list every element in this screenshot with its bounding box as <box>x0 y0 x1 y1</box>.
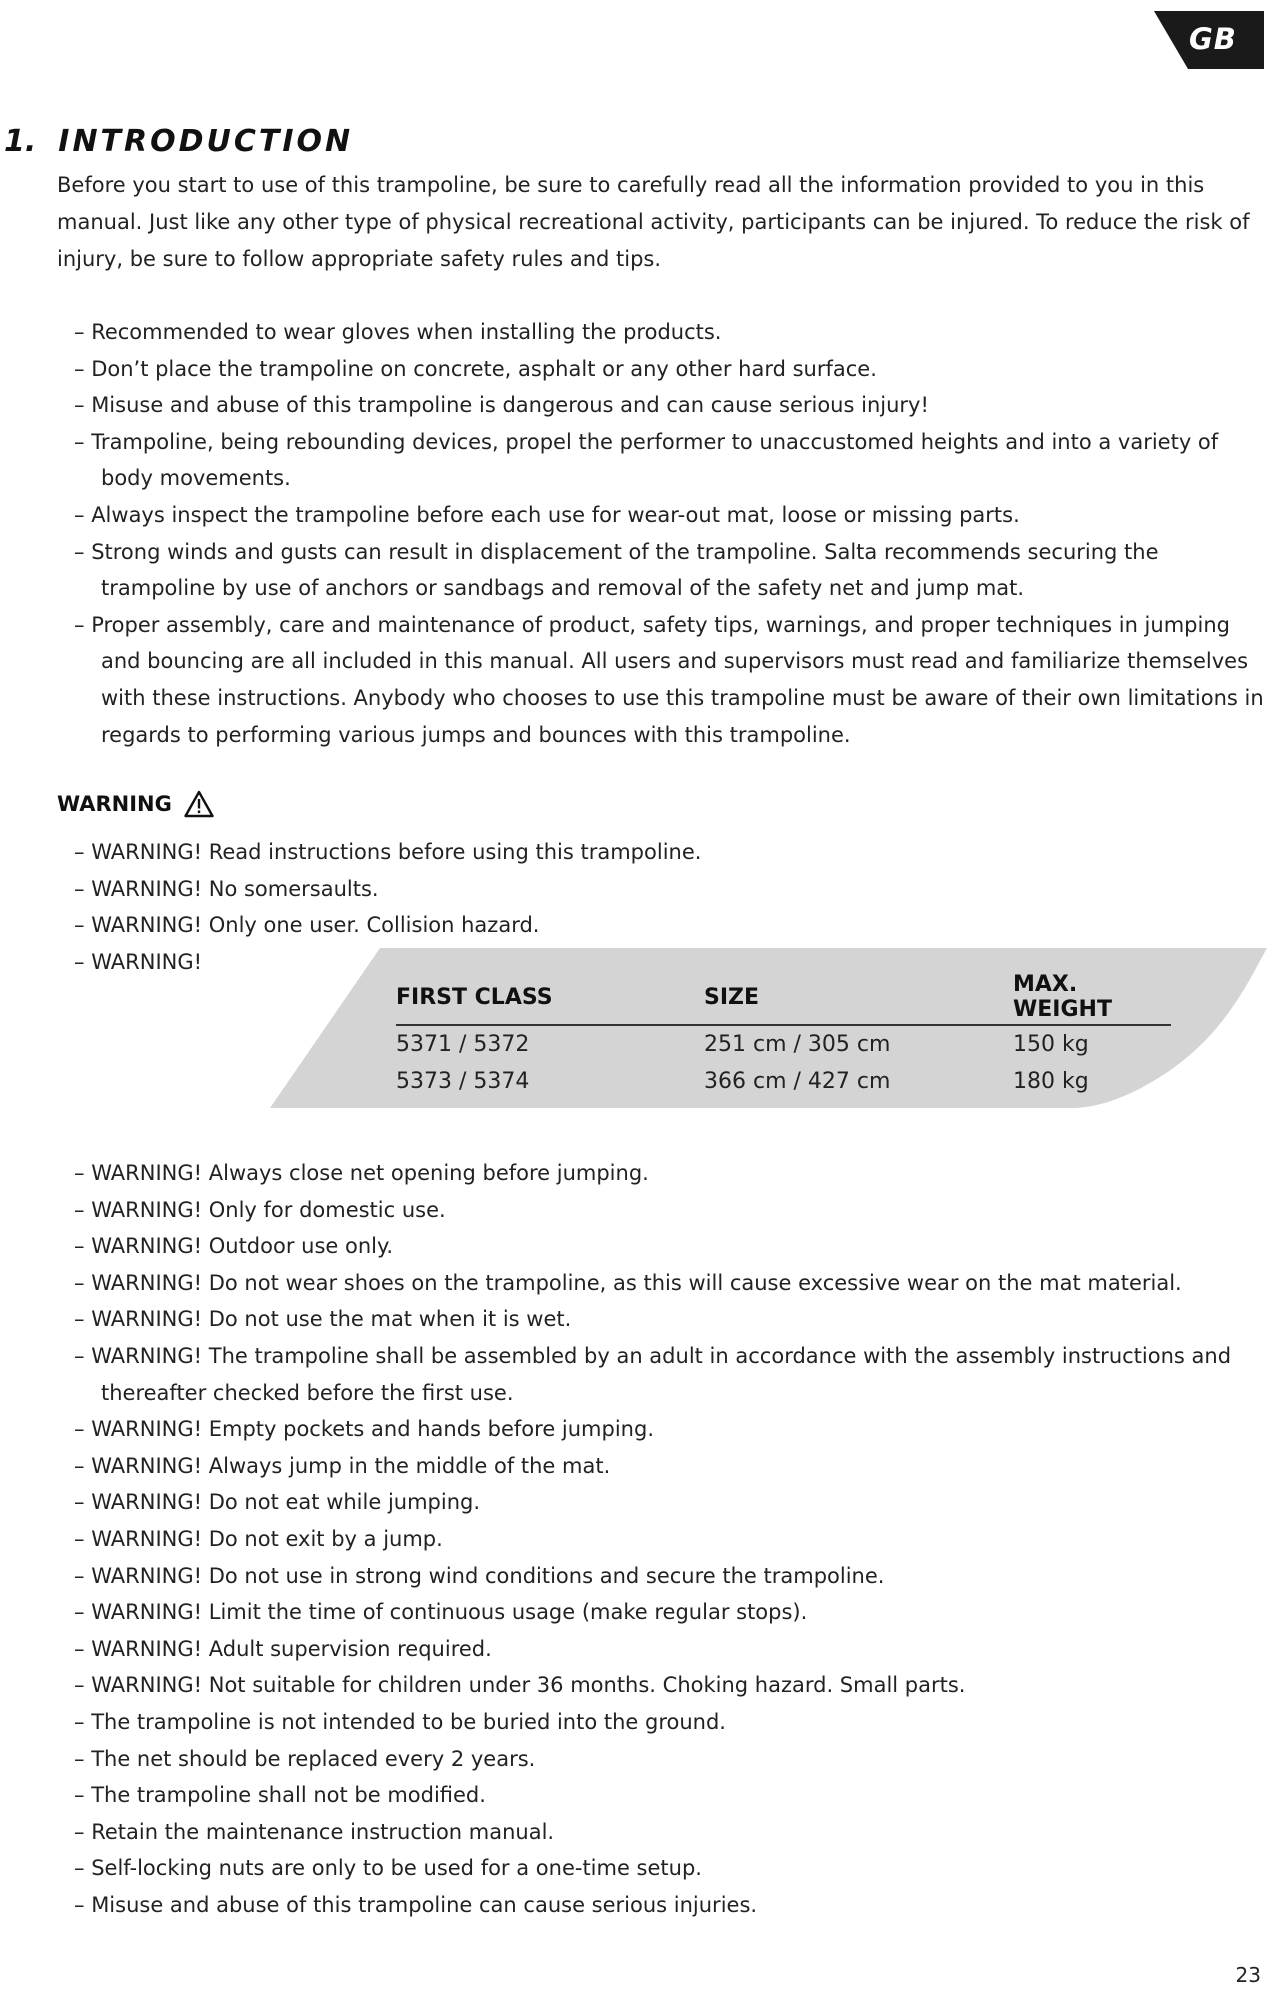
warning-list-bottom <box>74 1155 1264 1923</box>
list-item: – The trampoline is not intended to be buried into the ground. <box>74 1704 1264 1741</box>
warning-heading-label: WARNING <box>57 792 172 816</box>
spec-table <box>396 972 1171 1100</box>
header-size: SIZE <box>704 972 1013 1025</box>
list-item: – Misuse and abuse of this trampoline is dangerous and can cause serious injury! <box>74 387 1264 424</box>
list-item: – WARNING! Do not use the mat when it is wet. <box>74 1301 1264 1338</box>
list-item: – WARNING! Adult supervision required. <box>74 1631 1264 1668</box>
table-cell: 5373 / 5374 <box>396 1069 530 1094</box>
list-item: – WARNING! Only for domestic use. <box>74 1192 1264 1229</box>
table-header-row <box>396 972 1171 1025</box>
list-item: – Strong winds and gusts can result in displacement of the trampoline. Salta recommends securing the trampoline by use of anchors or sandbags and removal of the safety net and jump mat. <box>74 534 1264 607</box>
header-max-weight: MAX. WEIGHT <box>1013 972 1171 1025</box>
list-item: – WARNING! Do not use in strong wind conditions and secure the trampoline. <box>74 1558 1264 1595</box>
section-title-text: INTRODUCTION <box>58 124 354 159</box>
intro-paragraph: Before you start to use of this trampoline, be sure to carefully read all the information provided to you in this manual. Just like any other type of physical recreational activity, participants can be injured. To reduce the risk of injury, be sure to follow appropriate safety rules and tips. <box>57 173 1250 271</box>
list-item: – WARNING! Read instructions before using this trampoline. <box>74 834 1264 871</box>
list-item: – Don’t place the trampoline on concrete, asphalt or any other hard surface. <box>74 351 1264 388</box>
table-cell: 150 kg <box>1013 1032 1089 1057</box>
list-item: – WARNING! Limit the time of continuous usage (make regular stops). <box>74 1594 1264 1631</box>
list-item: – Trampoline, being rebounding devices, propel the performer to unaccustomed heights and into a variety of body movements. <box>74 424 1264 497</box>
list-item: – WARNING! Empty pockets and hands before jumping. <box>74 1411 1264 1448</box>
list-item: – WARNING! Outdoor use only. <box>74 1228 1264 1265</box>
table-row <box>396 1025 1171 1063</box>
list-item: – The net should be replaced every 2 years. <box>74 1741 1264 1778</box>
list-item: – Proper assembly, care and maintenance of product, safety tips, warnings, and proper techniques in jumping and bouncing are all included in this manual. All users and supervisors must read and familiarize themselves with these instructions. Anybody who chooses to use this trampoline must be aware of their own limitations in regards to performing various jumps and bounces with this trampoline. <box>74 607 1264 753</box>
language-tab-label: GB <box>1189 22 1237 56</box>
list-item: – WARNING! Do not eat while jumping. <box>74 1484 1264 1521</box>
section-number: 1. <box>4 124 37 159</box>
list-item: – The trampoline shall not be modified. <box>74 1777 1264 1814</box>
table-cell: 5371 / 5372 <box>396 1032 530 1057</box>
list-item: – Misuse and abuse of this trampoline can cause serious injuries. <box>74 1887 1264 1924</box>
list-item: – WARNING! Not suitable for children under 36 months. Choking hazard. Small parts. <box>74 1667 1264 1704</box>
list-item: – Recommended to wear gloves when installing the products. <box>74 314 1264 351</box>
list-item: – WARNING! Do not exit by a jump. <box>74 1521 1264 1558</box>
page-number: 23 <box>1235 1963 1261 1987</box>
language-tab <box>1154 11 1264 69</box>
table-cell: 251 cm / 305 cm <box>704 1032 891 1057</box>
list-item: – Always inspect the trampoline before each use for wear-out mat, loose or missing parts. <box>74 497 1264 534</box>
list-item: – WARNING! Only one user. Collision hazard. <box>74 907 1264 944</box>
table-cell: 180 kg <box>1013 1069 1089 1094</box>
header-first-class: FIRST CLASS <box>396 972 704 1025</box>
table-row <box>396 1063 1171 1100</box>
list-item: – WARNING! No somersaults. <box>74 871 1264 908</box>
warning-triangle-icon <box>184 790 214 818</box>
list-item: – WARNING! Always jump in the middle of the mat. <box>74 1448 1264 1485</box>
list-item: – WARNING! The trampoline shall be assembled by an adult in accordance with the assembly instructions and thereafter checked before the first use. <box>74 1338 1264 1411</box>
warning-heading <box>57 790 214 818</box>
list-item: – WARNING! Always close net opening before jumping. <box>74 1155 1264 1192</box>
list-item: – WARNING! <box>74 944 1264 981</box>
list-item: – Retain the maintenance instruction manual. <box>74 1814 1264 1851</box>
safety-list <box>74 314 1264 753</box>
list-item: – WARNING! Do not wear shoes on the trampoline, as this will cause excessive wear on the mat material. <box>74 1265 1264 1302</box>
list-item: – Self-locking nuts are only to be used for a one-time setup. <box>74 1850 1264 1887</box>
table-cell: 366 cm / 427 cm <box>704 1069 891 1094</box>
section-title <box>4 124 353 159</box>
